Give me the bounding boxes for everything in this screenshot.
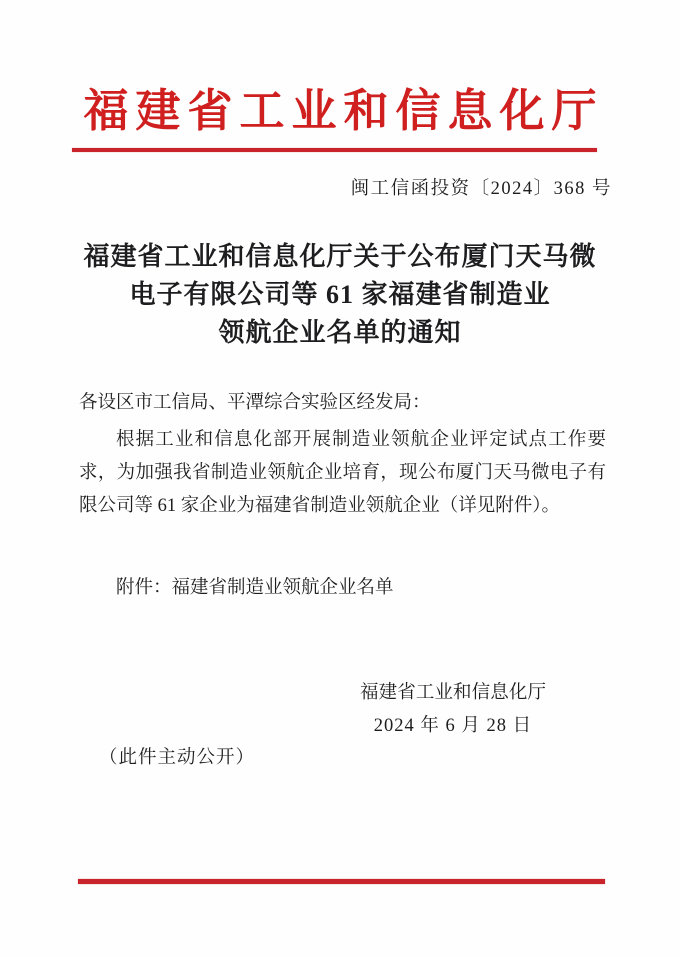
footer-rule	[78, 879, 605, 884]
doc-number: 闽工信函投资〔2024〕368 号	[350, 179, 612, 199]
attachment-line: 附件：福建省制造业领航企业名单	[116, 578, 394, 598]
paragraph-line: 限公司等 61 家企业为福建省制造业领航企业（详见附件）。	[79, 496, 561, 516]
masthead-rule	[72, 148, 597, 152]
signature-date: 2024 年 6 月 28 日	[373, 716, 533, 736]
notice-title-line: 电子有限公司等 61 家福建省制造业	[129, 280, 551, 309]
notice-title	[40, 238, 640, 352]
paragraph-line: 根据工业和信息化部开展制造业领航企业评定试点工作要	[116, 430, 606, 450]
notice-title-line: 领航企业名单的通知	[218, 318, 462, 347]
notice-paragraph	[79, 424, 606, 523]
agency-masthead: 福建省工业和信息化厅	[83, 86, 604, 136]
salutation: 各设区市工信局、平潭综合实验区经发局：	[79, 393, 431, 413]
disclosure-note: （此件主动公开）	[99, 748, 256, 768]
signature-agency: 福建省工业和信息化厅	[360, 683, 546, 703]
notice-title-line: 福建省工业和信息化厅关于公布厦门天马微	[83, 242, 597, 271]
signature-block	[360, 677, 546, 743]
paragraph-line: 求，为加强我省制造业领航企业培育，现公布厦门天马微电子有	[79, 463, 606, 483]
